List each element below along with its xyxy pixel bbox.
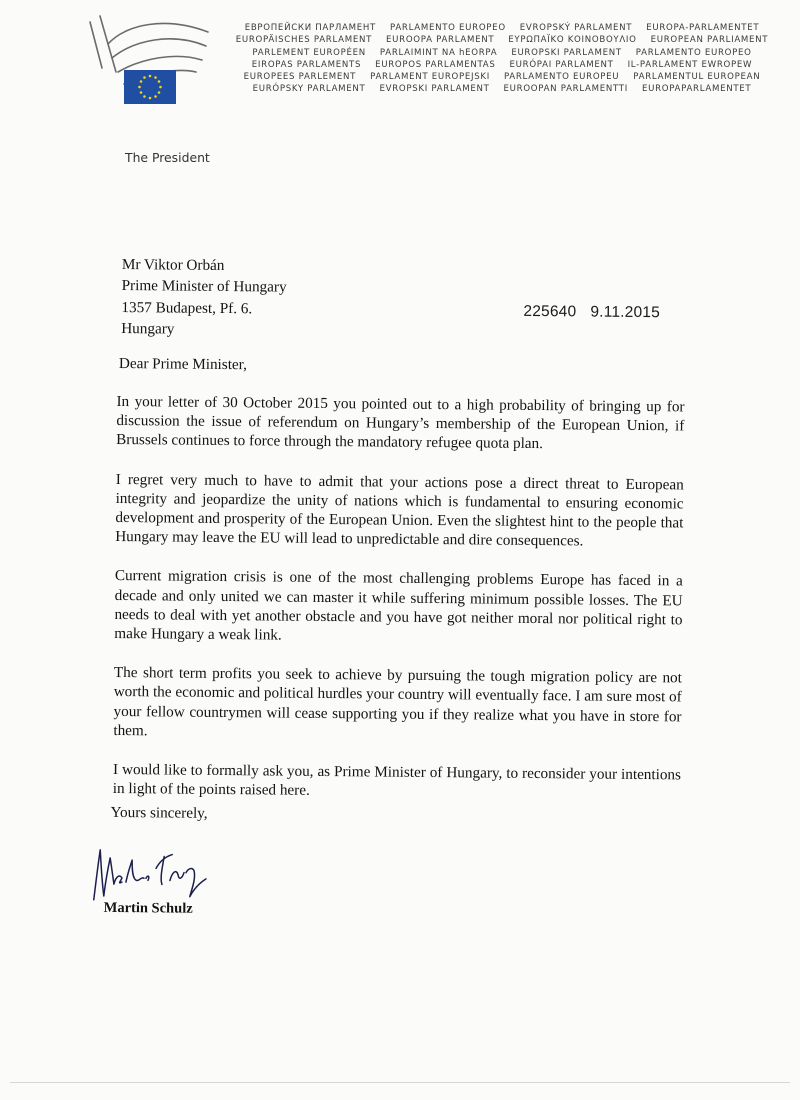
handwritten-signature-icon [86,838,217,909]
reference-stamp [523,303,660,322]
closing: Yours sincerely, [110,803,208,822]
letter-body [110,392,685,824]
body-paragraph: I would like to formally ask you, as Prime Minister of Hungary, to reconsider your intentions in light of the points raised here. [112,761,682,800]
reference-date: 9.11.2015 [590,303,661,322]
sender-title: The President [125,150,210,165]
recipient-line: Mr Viktor Orbán [121,256,225,275]
reference-number: 225640 [523,302,577,321]
page-bottom-edge [10,1082,790,1083]
salutation: Dear Prime Minister, [118,354,248,374]
names-row: EIROPAS PARLAMENTS EUROPOS PARLAMENTAS EURÓPAI PARLAMENT IL-PARLAMENT EWROPEW [251,59,753,70]
body-paragraph: The short term profits you seek to achieve by pursuing the tough migration policy are not worth the economic and political hurdles your country will eventually face. I am sure most of your fellow countrymen will cease supporting you if they realize what you have in store for them. [113,664,682,740]
signer-name: Martin Schulz [103,899,193,917]
body-paragraph: In your letter of 30 October 2015 you pointed out to a high probability of bringing up for discussion the issue of referendum on Hungary’s membership of the European Union, if Brussels continues to force through the mandatory refugee quota plan. [116,392,685,453]
body-paragraph: Current migration crisis is one of the most challenging problems Europe has faced in a decade and only united we can master it while suffering minimum possible losses. The EU needs to deal with yet another obstacle and you have got neither moral nor political right to make Hungary a weak link. [114,567,683,644]
recipient-line: 1357 Budapest, Pf. 6. [121,298,253,317]
names-row: EUROPEES PARLEMENT PARLAMENT EUROPEJSKI PARLAMENTO EUROPEU PARLAMENTUL EUROPEAN [243,72,761,83]
names-row: ЕВРОПЕЙСКИ ПАРЛАМЕНТ PARLAMENTO EUROPEO EVROPSKÝ PARLAMENT EUROPA-PARLAMENTET [244,23,760,33]
names-row: PARLEMENT EUROPÉEN PARLAIMINT NA hEORPA EUROPSKI PARLAMENT PARLAMENTO EUROPEO [252,47,752,58]
recipient-address [121,254,287,341]
names-row: EUROPÄISCHES PARLAMENT EUROOPA PARLAMENT ΕΥΡΩΠΑΪΚΟ ΚΟΙΝΟΒΟΥΛΙΟ EUROPEAN PARLIAMENT [235,35,769,46]
names-row: EURÓPSKY PARLAMENT EVROPSKI PARLAMENT EUROOPAN PARLAMENTTI EUROPAPARLAMENTET [252,84,752,95]
recipient-line: Hungary [121,319,175,338]
recipient-line: Prime Minister of Hungary [121,277,287,296]
body-paragraph: I regret very much to have to admit that your actions pose a direct threat to European integrity and jeopardize the unity of nations which is fundamental to ensuring economic development and prosperity of the European Union. Even the slightest hint to the people that Hungary may leave the EU will lead to unpredictable and dire consequences. [115,470,684,550]
